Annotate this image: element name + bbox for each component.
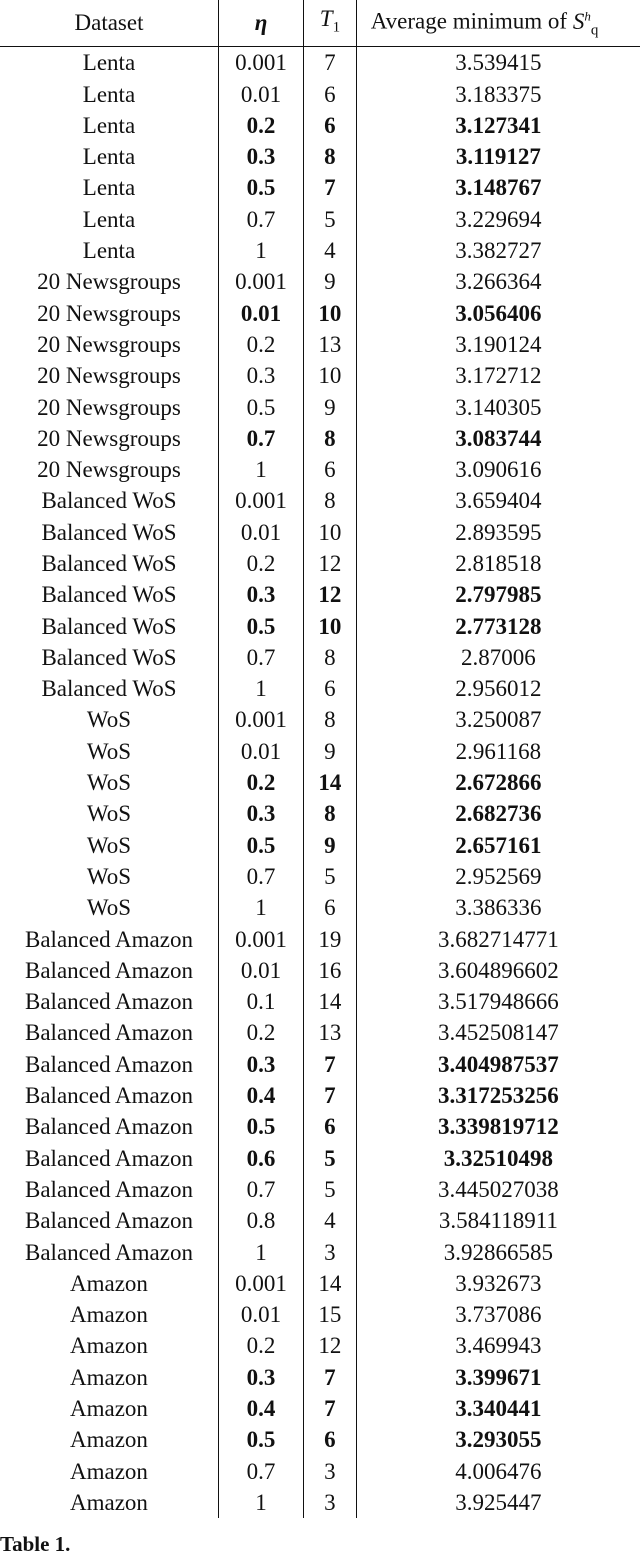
- table-row: [0, 736, 640, 767]
- cell-t1: 10: [304, 611, 357, 642]
- cell-dataset: Balanced WoS: [41, 676, 177, 702]
- cell-eta: 0.5: [218, 611, 303, 642]
- cell-eta: 0.7: [218, 1456, 303, 1487]
- cell-dataset: WoS: [86, 895, 132, 921]
- cell-eta: 1: [218, 892, 303, 923]
- cell-average-minimum: 3.517948666: [356, 986, 640, 1017]
- cell-t1: 7: [304, 47, 357, 79]
- table-row: [0, 235, 640, 266]
- table-row: [0, 329, 640, 360]
- cell-eta: 0.001: [218, 47, 303, 79]
- table-row: [0, 360, 640, 391]
- cell-t1: 5: [304, 861, 357, 892]
- cell-dataset: Balanced WoS: [41, 644, 177, 670]
- cell-average-minimum: 3.659404: [356, 485, 640, 516]
- cell-t1: 19: [304, 924, 357, 955]
- cell-t1: 10: [304, 298, 357, 329]
- cell-t1: 9: [304, 266, 357, 297]
- cell-dataset: Balanced Amazon: [25, 1176, 193, 1202]
- table-row: [0, 642, 640, 673]
- cell-t1: 3: [304, 1237, 357, 1268]
- header-t1: [304, 0, 357, 47]
- cell-dataset: Balanced Amazon: [25, 957, 193, 983]
- table-row: [0, 1487, 640, 1518]
- table-row: [0, 611, 640, 642]
- cell-t1: 6: [304, 1424, 357, 1455]
- table-row: [0, 924, 640, 955]
- cell-average-minimum: 3.090616: [356, 454, 640, 485]
- cell-eta: 0.3: [218, 1362, 303, 1393]
- table-row: [0, 1143, 640, 1174]
- cell-t1: 14: [304, 1268, 357, 1299]
- cell-t1: 15: [304, 1299, 357, 1330]
- header-dataset: Dataset: [0, 0, 218, 47]
- cell-dataset: Balanced Amazon: [25, 989, 193, 1015]
- t-symbol: $T_1$: [319, 5, 341, 36]
- table-row: [0, 548, 640, 579]
- table-row: [0, 423, 640, 454]
- cell-t1: 13: [304, 329, 357, 360]
- cell-dataset: WoS: [86, 863, 132, 889]
- cell-average-minimum: 2.893595: [356, 517, 640, 548]
- cell-average-minimum: 3.317253256: [356, 1080, 640, 1111]
- cell-eta: 0.2: [218, 1330, 303, 1361]
- cell-t1: 4: [304, 1205, 357, 1236]
- cell-eta: 0.3: [218, 360, 303, 391]
- cell-dataset: Amazon: [70, 1333, 148, 1359]
- cell-eta: 0.2: [218, 1017, 303, 1048]
- cell-eta: 0.01: [218, 736, 303, 767]
- cell-t1: 12: [304, 579, 357, 610]
- cell-dataset: Lenta: [82, 144, 136, 170]
- cell-eta: 0.7: [218, 861, 303, 892]
- cell-average-minimum: 3.32510498: [356, 1143, 640, 1174]
- cell-eta: 0.5: [218, 1424, 303, 1455]
- cell-dataset: Lenta: [82, 206, 136, 232]
- cell-dataset: Lenta: [82, 238, 136, 264]
- cell-average-minimum: 3.119127: [356, 141, 640, 172]
- cell-t1: 8: [304, 642, 357, 673]
- table-row: [0, 110, 640, 141]
- cell-eta: 0.01: [218, 298, 303, 329]
- cell-dataset: Balanced WoS: [41, 488, 177, 514]
- cell-eta: 1: [218, 235, 303, 266]
- cell-eta: 0.3: [218, 141, 303, 172]
- cell-t1: 5: [304, 1143, 357, 1174]
- cell-eta: 0.001: [218, 924, 303, 955]
- cell-average-minimum: 3.250087: [356, 704, 640, 735]
- cell-average-minimum: 3.682714771: [356, 924, 640, 955]
- cell-average-minimum: 3.404987537: [356, 1049, 640, 1080]
- cell-t1: 8: [304, 798, 357, 829]
- cell-t1: 5: [304, 1174, 357, 1205]
- cell-average-minimum: 3.539415: [356, 47, 640, 79]
- cell-average-minimum: 3.140305: [356, 392, 640, 423]
- table-header: [0, 0, 640, 47]
- table-row: [0, 204, 640, 235]
- cell-dataset: Balanced Amazon: [25, 1145, 193, 1171]
- cell-average-minimum: 2.818518: [356, 548, 640, 579]
- table-row: [0, 1080, 640, 1111]
- cell-eta: 1: [218, 1237, 303, 1268]
- cell-t1: 6: [304, 892, 357, 923]
- cell-average-minimum: 4.006476: [356, 1456, 640, 1487]
- cell-dataset: WoS: [86, 801, 132, 827]
- table-row: [0, 47, 640, 79]
- cell-average-minimum: 3.737086: [356, 1299, 640, 1330]
- table-row: [0, 485, 640, 516]
- cell-dataset: 20 Newsgroups: [37, 457, 181, 483]
- cell-t1: 14: [304, 767, 357, 798]
- cell-eta: 0.3: [218, 1049, 303, 1080]
- cell-t1: 10: [304, 360, 357, 391]
- cell-dataset: 20 Newsgroups: [37, 269, 181, 295]
- cell-dataset: Balanced WoS: [41, 551, 177, 576]
- cell-dataset: Lenta: [82, 81, 136, 107]
- cell-dataset: Balanced Amazon: [25, 926, 193, 952]
- cell-average-minimum: 3.339819712: [356, 1111, 640, 1142]
- cell-dataset: 20 Newsgroups: [37, 363, 181, 389]
- cell-dataset: Amazon: [70, 1489, 148, 1515]
- cell-dataset: Amazon: [70, 1427, 148, 1453]
- table-row: [0, 1111, 640, 1142]
- table-row: [0, 392, 640, 423]
- table-row: [0, 1456, 640, 1487]
- table-row: [0, 1049, 640, 1080]
- cell-t1: 9: [304, 830, 357, 861]
- cell-dataset: Lenta: [82, 50, 136, 76]
- cell-average-minimum: 3.266364: [356, 266, 640, 297]
- cell-t1: 6: [304, 454, 357, 485]
- cell-dataset: Lenta: [82, 175, 136, 201]
- table-row: [0, 517, 640, 548]
- cell-t1: 6: [304, 110, 357, 141]
- table-row: [0, 1362, 640, 1393]
- table-row: [0, 861, 640, 892]
- table-row: [0, 298, 640, 329]
- table-row: [0, 454, 640, 485]
- cell-average-minimum: 2.657161: [356, 830, 640, 861]
- table-row: [0, 1237, 640, 1268]
- cell-eta: 0.01: [218, 955, 303, 986]
- table-row: [0, 830, 640, 861]
- table-row: [0, 892, 640, 923]
- cell-average-minimum: 3.584118911: [356, 1205, 640, 1236]
- cell-eta: 0.2: [218, 767, 303, 798]
- cell-eta: 0.4: [218, 1393, 303, 1424]
- cell-average-minimum: 3.92866585: [356, 1237, 640, 1268]
- cell-average-minimum: 2.952569: [356, 861, 640, 892]
- cell-eta: 0.5: [218, 830, 303, 861]
- cell-dataset: Amazon: [70, 1396, 148, 1422]
- table-row: [0, 673, 640, 704]
- table-row: [0, 1424, 640, 1455]
- cell-average-minimum: 3.083744: [356, 423, 640, 454]
- cell-average-minimum: 3.183375: [356, 79, 640, 110]
- cell-eta: 0.8: [218, 1205, 303, 1236]
- cell-dataset: Balanced Amazon: [25, 1020, 193, 1046]
- table-row: [0, 1017, 640, 1048]
- cell-average-minimum: 2.961168: [356, 736, 640, 767]
- table-row: [0, 1205, 640, 1236]
- table-row: [0, 141, 640, 172]
- cell-average-minimum: 3.190124: [356, 329, 640, 360]
- cell-t1: 8: [304, 423, 357, 454]
- cell-dataset: Amazon: [70, 1302, 148, 1328]
- cell-t1: 3: [304, 1487, 357, 1518]
- cell-t1: 6: [304, 1111, 357, 1142]
- cell-average-minimum: 3.148767: [356, 172, 640, 203]
- cell-dataset: Balanced Amazon: [25, 1051, 193, 1077]
- cell-average-minimum: 3.445027038: [356, 1174, 640, 1205]
- cell-average-minimum: 3.604896602: [356, 955, 640, 986]
- table-row: [0, 955, 640, 986]
- cell-eta: 0.3: [218, 579, 303, 610]
- cell-t1: 5: [304, 204, 357, 235]
- cell-dataset: WoS: [86, 738, 132, 764]
- cell-t1: 7: [304, 1393, 357, 1424]
- table-row: [0, 1268, 640, 1299]
- cell-dataset: 20 Newsgroups: [37, 331, 181, 357]
- cell-average-minimum: 2.797985: [356, 579, 640, 610]
- cell-eta: 0.01: [218, 79, 303, 110]
- cell-eta: 0.7: [218, 1174, 303, 1205]
- cell-eta: 0.4: [218, 1080, 303, 1111]
- cell-eta: 0.2: [218, 329, 303, 360]
- cell-eta: 0.001: [218, 266, 303, 297]
- cell-eta: 0.5: [218, 172, 303, 203]
- cell-eta: 0.5: [218, 392, 303, 423]
- cell-average-minimum: 3.056406: [356, 298, 640, 329]
- cell-dataset: Balanced Amazon: [25, 1239, 193, 1265]
- cell-t1: 7: [304, 1080, 357, 1111]
- cell-eta: 0.7: [218, 423, 303, 454]
- cell-average-minimum: 3.386336: [356, 892, 640, 923]
- cell-dataset: WoS: [86, 707, 132, 733]
- cell-dataset: 20 Newsgroups: [37, 394, 181, 420]
- cell-dataset: 20 Newsgroups: [37, 300, 181, 326]
- cell-eta: 1: [218, 673, 303, 704]
- cell-dataset: Amazon: [70, 1458, 148, 1484]
- cell-average-minimum: 2.87006: [356, 642, 640, 673]
- cell-dataset: Balanced Amazon: [25, 1208, 193, 1234]
- cell-t1: 12: [304, 1330, 357, 1361]
- table-row: [0, 79, 640, 110]
- cell-eta: 0.7: [218, 204, 303, 235]
- cell-average-minimum: 3.293055: [356, 1424, 640, 1455]
- cell-eta: 0.01: [218, 1299, 303, 1330]
- table-row: [0, 266, 640, 297]
- cell-average-minimum: 3.382727: [356, 235, 640, 266]
- cell-t1: 9: [304, 736, 357, 767]
- cell-t1: 13: [304, 1017, 357, 1048]
- cell-eta: 0.01: [218, 517, 303, 548]
- table-row: [0, 767, 640, 798]
- cell-average-minimum: 2.773128: [356, 611, 640, 642]
- cell-average-minimum: 2.672866: [356, 767, 640, 798]
- table-row: [0, 704, 640, 735]
- cell-t1: 6: [304, 673, 357, 704]
- cell-t1: 9: [304, 392, 357, 423]
- cell-eta: 0.6: [218, 1143, 303, 1174]
- cell-dataset: Balanced Amazon: [25, 1083, 193, 1109]
- header-row: [0, 0, 640, 47]
- cell-average-minimum: 3.452508147: [356, 1017, 640, 1048]
- cell-eta: 0.3: [218, 798, 303, 829]
- cell-dataset: Amazon: [70, 1364, 148, 1390]
- cell-t1: 7: [304, 172, 357, 203]
- cell-average-minimum: 3.340441: [356, 1393, 640, 1424]
- table-row: [0, 172, 640, 203]
- cell-average-minimum: 3.229694: [356, 204, 640, 235]
- cell-eta: 0.001: [218, 485, 303, 516]
- table-body: [0, 47, 640, 1518]
- cell-dataset: 20 Newsgroups: [37, 425, 181, 451]
- cell-dataset: Amazon: [70, 1270, 148, 1296]
- cell-eta: 0.001: [218, 704, 303, 735]
- cell-t1: 7: [304, 1049, 357, 1080]
- table-row: [0, 1299, 640, 1330]
- cell-average-minimum: 3.925447: [356, 1487, 640, 1518]
- s-symbol: $S^h_q$: [572, 8, 599, 39]
- cell-t1: 4: [304, 235, 357, 266]
- cell-eta: 0.001: [218, 1268, 303, 1299]
- cell-average-minimum: 3.399671: [356, 1362, 640, 1393]
- cell-average-minimum: 3.469943: [356, 1330, 640, 1361]
- cell-t1: 12: [304, 548, 357, 579]
- cell-eta: 0.2: [218, 110, 303, 141]
- cell-dataset: WoS: [86, 770, 132, 796]
- cell-t1: 8: [304, 485, 357, 516]
- table-caption: Table 1.: [0, 1532, 71, 1556]
- eta-symbol: η: [254, 10, 268, 36]
- cell-dataset: Balanced WoS: [41, 582, 177, 608]
- table-row: [0, 798, 640, 829]
- cell-t1: 7: [304, 1362, 357, 1393]
- cell-eta: 1: [218, 1487, 303, 1518]
- cell-eta: 0.5: [218, 1111, 303, 1142]
- cell-t1: 6: [304, 79, 357, 110]
- cell-t1: 8: [304, 704, 357, 735]
- cell-eta: 0.7: [218, 642, 303, 673]
- cell-t1: 8: [304, 141, 357, 172]
- cell-average-minimum: 3.932673: [356, 1268, 640, 1299]
- table-row: [0, 579, 640, 610]
- cell-dataset: Balanced WoS: [41, 519, 177, 545]
- cell-average-minimum: 2.956012: [356, 673, 640, 704]
- cell-t1: 16: [304, 955, 357, 986]
- cell-eta: 0.1: [218, 986, 303, 1017]
- header-eta: [218, 0, 303, 47]
- cell-dataset: Balanced Amazon: [25, 1114, 193, 1140]
- cell-average-minimum: 3.172712: [356, 360, 640, 391]
- cell-average-minimum: 2.682736: [356, 798, 640, 829]
- cell-eta: 0.2: [218, 548, 303, 579]
- cell-dataset: Lenta: [82, 112, 136, 138]
- table-row: [0, 1393, 640, 1424]
- table-row: [0, 1174, 640, 1205]
- cell-eta: 1: [218, 454, 303, 485]
- cell-dataset: Balanced WoS: [41, 613, 177, 639]
- cell-average-minimum: 3.127341: [356, 110, 640, 141]
- table-row: [0, 1330, 640, 1361]
- cell-dataset: WoS: [86, 832, 132, 858]
- cell-t1: 10: [304, 517, 357, 548]
- table-row: [0, 986, 640, 1017]
- cell-t1: 14: [304, 986, 357, 1017]
- header-average-minimum: Average minimum of $S^h_q$: [356, 0, 640, 47]
- cell-t1: 3: [304, 1456, 357, 1487]
